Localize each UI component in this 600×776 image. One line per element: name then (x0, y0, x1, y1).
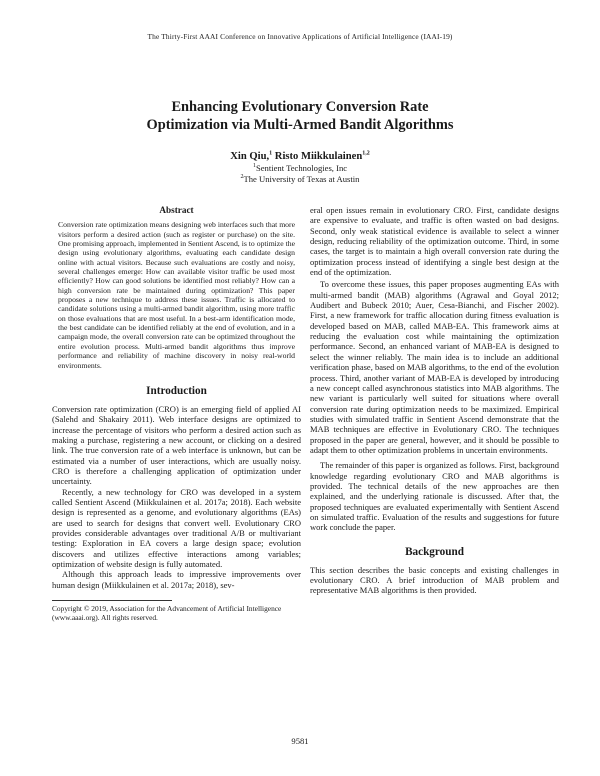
affiliation-sup: 2 (240, 173, 244, 180)
paragraph: This section describes the basic concepts and existing challenges in evolutionary CRO. A brief introduction of MAB problem and representative MAB algorithms is then provided. (310, 564, 559, 596)
abstract-heading: Abstract (159, 205, 194, 215)
paper-title-line-2: Optimization via Multi-Armed Bandit Algorithms (146, 117, 454, 133)
page-number: 9581 (291, 736, 309, 746)
running-head: The Thirty-First AAAI Conference on Innovative Applications of Artificial Intelligence (IAAI-19) (147, 32, 453, 41)
paragraph: Recently, a new technology for CRO was developed in a system called Sentient Ascend (Miikkulainen et al. 2017a; 2018). Each website design is represented as a genome, and evolutionary algorithms (EAs) are used to search for designs that convert well. Evolutionary CRO provides considerable advantages over traditional A/B or multivariant testing: Exploration in EA covers a large design space; evolution discovers and utilizes effective interactions among variables; optimization of website design is fully automated. (52, 486, 301, 569)
left-column (52, 205, 301, 622)
paragraph: To overcome these issues, this paper proposes augmenting EAs with multi-armed bandit (MAB) algorithms (Agrawal and Goyal 2012; Audibert and Bubeck 2010; Auer, Cesa-Bianchi, and Fischer 2002). First, a new framework for traffic allocation during fitness evaluation is developed based on MAB, called MAB-EA. This framework aims at reducing the evaluation cost while maintaining the optimization performance. Second, an enhanced variant of MAB-EA is designed to select the winner reliably. The main idea is to include an additional verification phase, based on MAB algorithms, to the end of the evolution process. Third, another variant of MAB-EA is developed by introducing a new concept called asynchronous statistics into MAB algorithms. The new variant is particularly well suited for situations where overall conversion rate during optimization needs to be maximized. Empirical studies with simulated traffic in Sentient Ascend demonstrate that the MAB techniques are effective in Evolutionary CRO. The techniques proposed in the paper are general, however, and it should be possible to adapt them to other optimization problems in uncertain environments. (310, 279, 559, 455)
author-name: Risto Miikkulainen (274, 151, 363, 162)
title-block (0, 98, 600, 184)
affiliation-text: The University of Texas at Austin (243, 173, 360, 184)
right-column (310, 205, 559, 596)
paragraph: eral open issues remain in evolutionary CRO. First, candidate designs are expensive to evaluate, and traffic is often wasted on bad designs. Second, only weak statistical evidence is available to select a winner design, reducing reliability of the optimization outcome. Third, in some cases, the target is to maintain a high overall conversion rate during the optimization process instead of identifying a single best design at the end of the optimization. (310, 205, 559, 278)
author-list (0, 150, 600, 163)
paragraph: The remainder of this paper is organized as follows. First, background knowledge regarding evolutionary CRO and MAB algorithms is provided. The technical details of the new approaches are then explained, and the underlying rationale is discussed. After that, the proposed techniques are evaluated experimentally with Sentient Ascend on simulated traffic. Evaluation of the results and suggestions for future work conclude the paper. (310, 460, 559, 533)
affiliation-text: Sentient Technologies, Inc (255, 163, 348, 173)
affiliation-sup: 1 (252, 163, 256, 170)
copyright-footnote: Copyright © 2019, Association for the Advancement of Artificial Intelligence (www.aaai.org). All rights reserved. (52, 604, 282, 623)
affiliation (0, 163, 600, 174)
background-heading: Background (405, 545, 464, 558)
paper-title-line-1: Enhancing Evolutionary Conversion Rate (171, 99, 429, 115)
affiliation (0, 174, 600, 185)
paragraph: Conversion rate optimization (CRO) is an emerging field of applied AI (Salehd and Shakairy 2011). Web interface designs are optimized to increase the percentage of visitors who perform a desired action such as making a purchase, registering a new account, or clicking on a desired link. The true conversion rate of a web interface is unknown, but can be estimated via a number of user interactions, which are usually noisy. CRO is therefore a challenging application of optimization under uncertainty. (52, 403, 301, 487)
author-sup: 1,2 (362, 150, 370, 157)
abstract-text: Conversion rate optimization means designing web interfaces such that more visitors perform a desired action (such as register or purchase) on the site. One promising approach, implemented in Sentient Ascend, is to optimize the design using evolutionary algorithms, evaluating each candidate design online with actual visitors. Because such evaluations are costly and noisy, several challenges emerge: How can available visitor traffic be used most efficiently? How can good solutions be identified most reliably? How can a high conversion rate be maintained during optimization? This paper proposes a new technique to address these issues. Traffic is allocated to candidate solutions using a multi-armed bandit algorithm, using more traffic on those evaluations that are most useful. In a best-arm identification mode, the best candidate can be identified reliably at the end of evolution, and in a campaign mode, the overall conversion rate can be optimized throughout the entire evolution process. Multi-armed bandit algorithms thus improve performance and reliability of machine discovery in noisy real-world environments. (58, 220, 295, 370)
author-sup: 1 (269, 150, 273, 157)
introduction-heading: Introduction (146, 384, 207, 397)
footnote-rule (52, 600, 172, 601)
paragraph: Although this approach leads to impressive improvements over human design (Miikkulainen et al. 2017a; 2018), sev- (52, 569, 301, 590)
author-name: Xin Qiu, (230, 151, 270, 162)
